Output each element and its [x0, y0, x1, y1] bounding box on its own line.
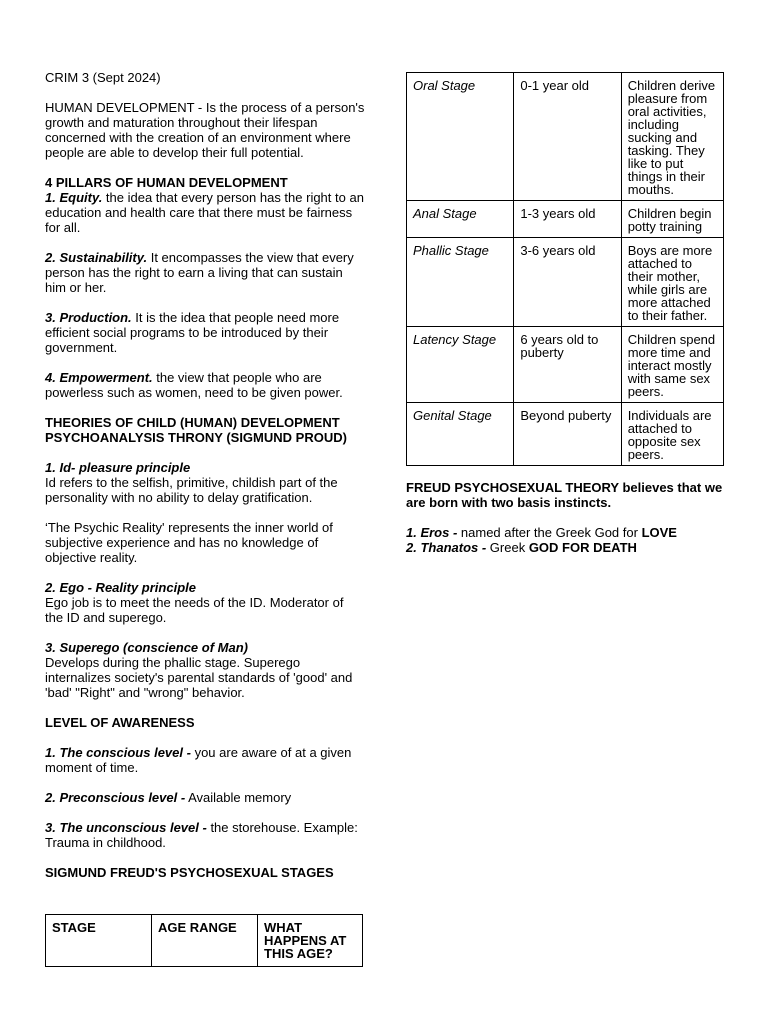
stage-description: Individuals are attached to opposite sex peers. [621, 403, 723, 466]
stage-age: 1-3 years old [514, 201, 621, 238]
pillar-item [45, 250, 365, 295]
header-what-happens: WHAT HAPPENS AT THIS AGE? [258, 915, 363, 967]
table-row [407, 201, 724, 238]
stage-description: Children spend more time and interact mostly with same sex peers. [621, 327, 723, 403]
left-column [45, 70, 365, 880]
pillar-text: the idea that every person has the right to an education and health care that there must be fairness for all. [45, 190, 364, 235]
awareness-text: the storehouse. Example: Trauma in childhood. [45, 820, 358, 850]
awareness-term: 1. The conscious level - [45, 745, 191, 760]
pillar-item [45, 370, 365, 400]
stage-description: Children derive pleasure from oral activities, including sucking and tasking. They like to put things in their mouths. [621, 73, 723, 201]
ego-title: 2. Ego - Reality principle [45, 580, 196, 595]
instinct-text: Greek [486, 540, 529, 555]
pillar-term: 1. Equity. [45, 190, 103, 205]
stage-name: Oral Stage [407, 73, 514, 201]
awareness-item [45, 820, 365, 850]
pillar-item [45, 310, 365, 355]
stage-description: Boys are more attached to their mother, while girls are more attached to their father. [621, 238, 723, 327]
stages-heading: SIGMUND FREUD'S PSYCHOSEXUAL STAGES [45, 865, 334, 880]
header-stage: STAGE [46, 915, 152, 967]
awareness-term: 3. The unconscious level - [45, 820, 207, 835]
awareness-item [45, 790, 365, 805]
id-title: 1. Id- pleasure principle [45, 460, 191, 475]
ego-text: Ego job is to meet the needs of the ID. Moderator of the ID and superego. [45, 595, 344, 625]
pillar-term: 2. Sustainability. [45, 250, 148, 265]
superego-title: 3. Superego (conscience of Man) [45, 640, 248, 655]
stages-table [406, 72, 724, 466]
pillar-text: It encompasses the view that every person has the right to earn a living that can sustain him or her. [45, 250, 354, 295]
awareness-item [45, 745, 365, 775]
instinct-strong: GOD FOR DEATH [528, 540, 637, 555]
awareness-term: 2. Preconscious level - [45, 790, 186, 805]
instinct-term: 1. Eros - [406, 525, 458, 540]
table-row [46, 915, 363, 967]
right-column [406, 72, 726, 555]
pillar-term: 4. Empowerment. [45, 370, 153, 385]
table-row [407, 73, 724, 201]
pillar-text: It is the idea that people need more efficient social programs to be introduced by their government. [45, 310, 340, 355]
stage-description: Children begin potty training [621, 201, 723, 238]
theories-heading: THEORIES OF CHILD (HUMAN) DEVELOPMENT PSYCHOANALYSIS THRONY (SIGMUND PROUD) [45, 415, 347, 445]
stage-age: 0-1 year old [514, 73, 621, 201]
instinct-strong: LOVE [641, 525, 677, 540]
stage-name: Anal Stage [407, 201, 514, 238]
header-age-range: AGE RANGE [152, 915, 258, 967]
stage-name: Latency Stage [407, 327, 514, 403]
table-row [407, 238, 724, 327]
superego-text: Develops during the phallic stage. Superego internalizes society's parental standards of 'good' and 'bad' "Right" and "wrong" behavior. [45, 655, 353, 700]
pillars-heading: 4 PILLARS OF HUMAN DEVELOPMENT [45, 175, 288, 190]
pillar-term: 3. Production. [45, 310, 132, 325]
stage-age: Beyond puberty [514, 403, 621, 466]
instinct-term: 2. Thanatos - [406, 540, 487, 555]
stage-age: 6 years old to puberty [514, 327, 621, 403]
pillar-text: the view that people who are powerless such as women, need to be given power. [45, 370, 343, 400]
human-development-definition: HUMAN DEVELOPMENT - Is the process of a person's growth and maturation throughout their lifespan concerned with the creation of an environment where people are able to develop their full potential. [45, 100, 365, 160]
awareness-text: Available memory [185, 790, 292, 805]
stages-table-header [45, 914, 363, 967]
freud-theory-statement: FREUD PSYCHOSEXUAL THEORY believes that we are born with two basis instincts. [406, 480, 723, 510]
stage-name: Genital Stage [407, 403, 514, 466]
instinct-item [406, 540, 726, 555]
instinct-text: named after the Greek God for [457, 525, 642, 540]
instinct-item [406, 525, 726, 540]
table-row [407, 403, 724, 466]
stage-name: Phallic Stage [407, 238, 514, 327]
psychic-reality-text: ‘The Psychic Reality' represents the inner world of subjective experience and has no knowledge of objective reality. [45, 520, 333, 565]
pillar-item [45, 190, 365, 235]
table-row [407, 327, 724, 403]
doc-header: CRIM 3 (Sept 2024) [45, 70, 161, 85]
stage-age: 3-6 years old [514, 238, 621, 327]
awareness-text: you are aware of at a given moment of time. [45, 745, 352, 775]
awareness-heading: LEVEL OF AWARENESS [45, 715, 195, 730]
id-text: Id refers to the selfish, primitive, childish part of the personality with no ability to delay gratification. [45, 475, 338, 505]
